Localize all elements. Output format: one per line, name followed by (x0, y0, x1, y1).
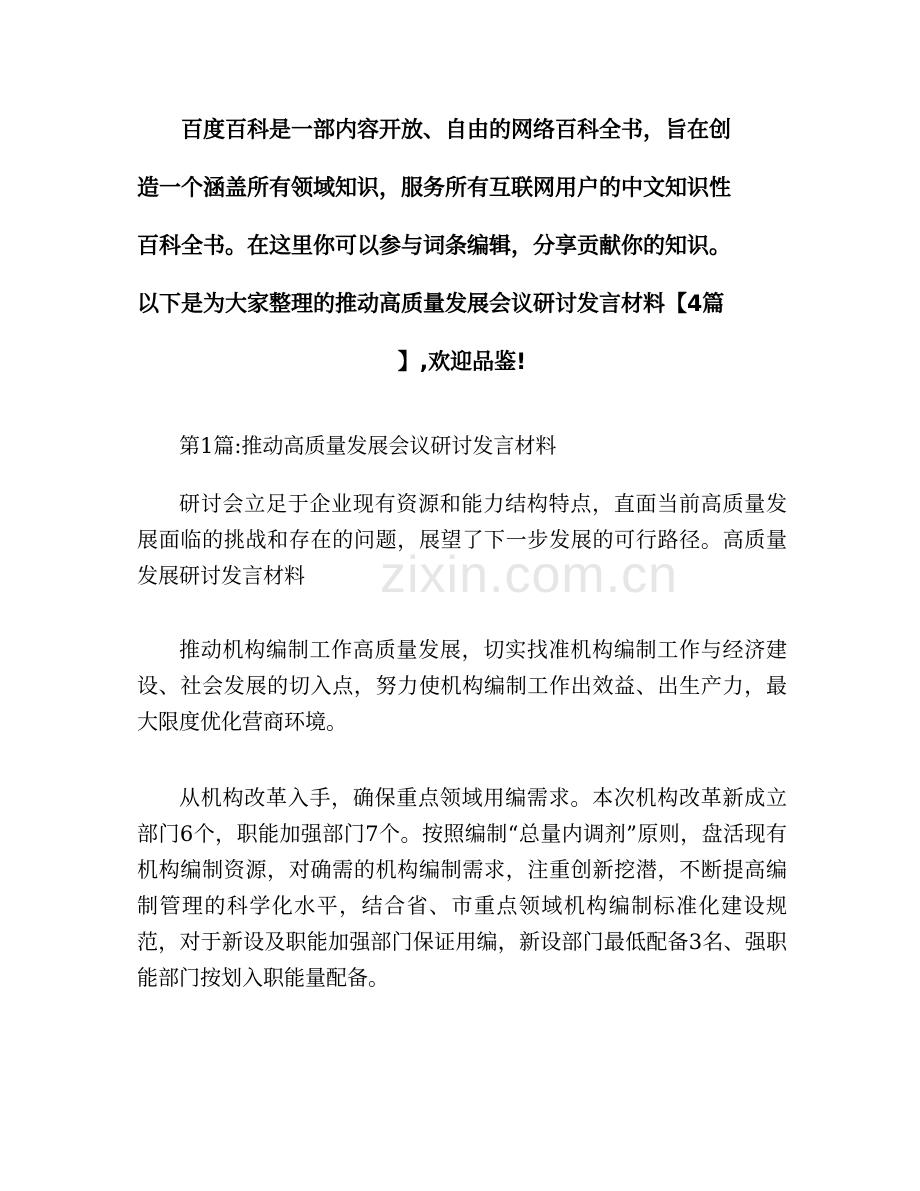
intro-line-2: 造一个涵盖所有领域知识，服务所有互联网用户的中文知识性 (137, 176, 732, 201)
article-paragraph: 推动机构编制工作高质量发展，切实找准机构编制工作与经济建设、社会发展的切入点，努力使机构编制工作出效益、出生产力，最大限度优化营商环境。 (137, 638, 787, 734)
intro-block (137, 102, 787, 392)
article-paragraph-3-block (137, 780, 787, 996)
watermark: zixin.com.cn (380, 546, 679, 604)
article-paragraph: 研讨会立足于企业现有资源和能力结构特点，直面当前高质量发展面临的挑战和存在的问题，展望了下一步发展的可行路径。高质量发展研讨发言材料 (137, 492, 787, 588)
intro-line-1: 百度百科是一部内容开放、自由的网络百科全书，旨在创 (181, 118, 732, 143)
intro-line-3: 百科全书。在这里你可以参与词条编辑，分享贡献你的知识。 (137, 234, 732, 259)
intro-line-5: 】,欢迎品鉴! (397, 350, 527, 375)
article-heading-block (137, 428, 787, 464)
article-paragraph-1-block (137, 486, 787, 594)
article-heading: 第1篇:推动高质量发展会议研讨发言材料 (179, 434, 557, 458)
article-paragraph-2-block (137, 632, 787, 740)
intro-line-4: 以下是为大家整理的推动高质量发展会议研讨发言材料【4篇 (137, 292, 725, 317)
article-paragraph: 从机构改革入手，确保重点领域用编需求。本次机构改革新成立部门6个，职能加强部门7个。按照编制“总量内调剂”原则，盘活现有机构编制资源，对确需的机构编制需求，注重创新挖潜，不断提高编制管理的科学化水平，结合省、市重点领域机构编制标准化建设规范，对于新设及职能加强部门保证用编，新设部门最低配备3名、强职能部门按划入职能量配备。 (137, 786, 787, 990)
